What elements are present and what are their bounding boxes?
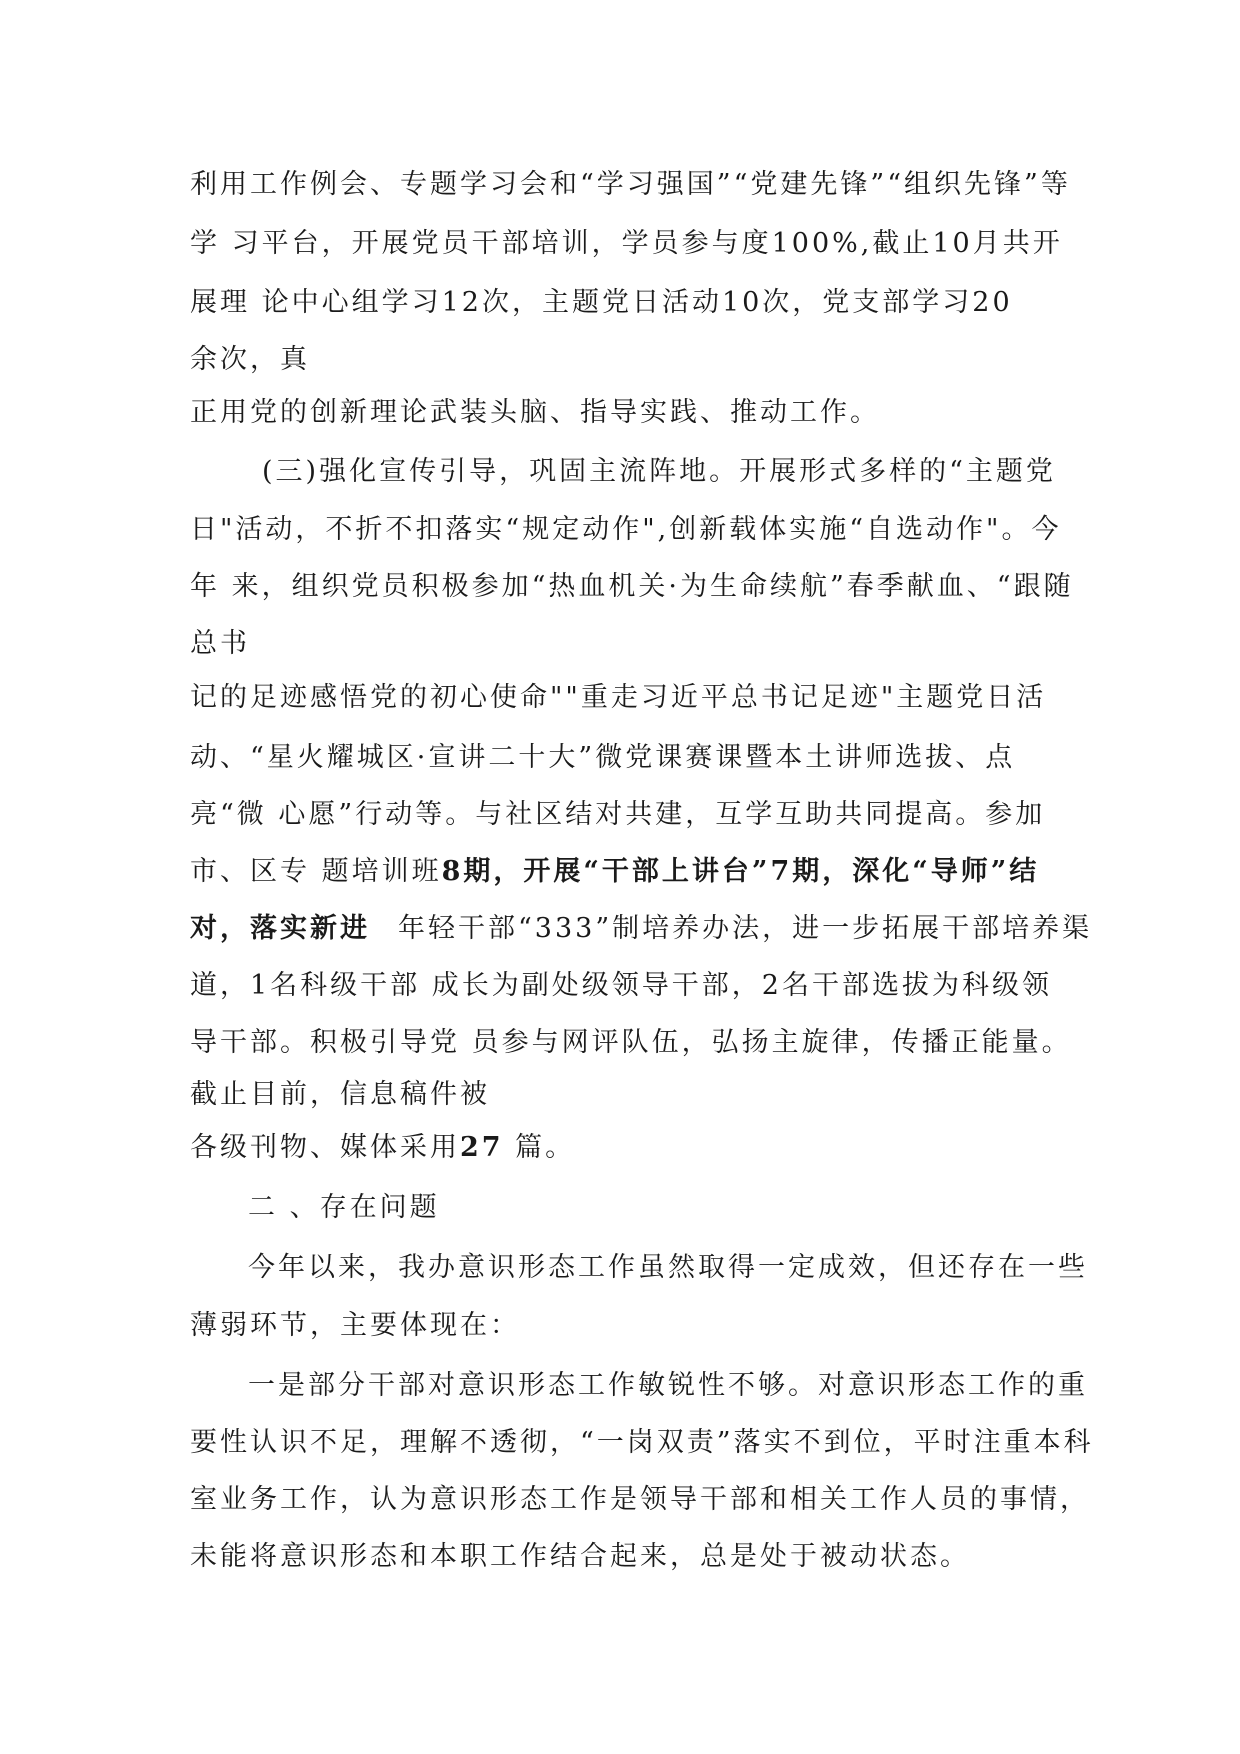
text-segment: 市、区专 题培训班 (190, 856, 442, 887)
text-line: 今年以来，我办意识形态工作虽然取得一定成效，但还存在一些 (248, 1252, 1088, 1283)
text-line: 室业务工作，认为意识形态工作是领导干部和相关工作人员的事情， (190, 1484, 1090, 1515)
text-segment: 各级刊物、媒体采用 (190, 1132, 460, 1163)
text-segment: 年轻干部“333”制培养办法，进一步拓展干部培养渠 (398, 913, 1093, 944)
text-line: 薄弱环节，主要体现在： (190, 1310, 520, 1341)
text-line: 一是部分干部对意识形态工作敏锐性不够。对意识形态工作的重 (248, 1370, 1088, 1401)
text-line: 截止目前，信息稿件被 (190, 1079, 490, 1110)
bold-text-segment: 对，落实新进 (190, 913, 370, 944)
text-line: 年 来，组织党员积极参加“热血机关·为生命续航”春季献血、“跟随 (190, 571, 1074, 602)
text-line: 正用党的创新理论武装头脑、指导实践、推动工作。 (190, 397, 880, 428)
bold-number: 27 (460, 1132, 504, 1163)
text-line: 记的足迹感悟党的初心使命""重走习近平总书记足迹"主题党日活 (190, 682, 1047, 713)
text-line: 道，1名科级干部 成长为副处级领导干部，2名干部选拔为科级领 (190, 970, 1052, 1001)
text-line: 日"活动，不折不扣落实“规定动作",创新载体实施“自选动作"。今 (190, 514, 1062, 545)
text-line (190, 1130, 575, 1166)
text-line (190, 854, 1039, 890)
text-line: 亮“微 心愿”行动等。与社区结对共建，互学互助共同提高。参加 (190, 799, 1046, 830)
bold-text-segment: 8期，开展“干部上讲台”7期，深化“导师”结 (441, 856, 1040, 887)
section-heading-line: (三)强化宣传引导，巩固主流阵地。开展形式多样的“主题党 (262, 456, 1056, 487)
text-line: 动、“星火耀城区·宣讲二十大”微党课赛课暨本土讲师选拔、点 (190, 742, 1016, 773)
text-line: 未能将意识形态和本职工作结合起来，总是处于被动状态。 (190, 1541, 970, 1572)
text-segment: 篇。 (515, 1132, 576, 1163)
text-line: 余次，真 (190, 344, 310, 375)
text-line: 利用工作例会、专题学习会和“学习强国”“党建先锋”“组织先锋”等 (190, 169, 1071, 200)
text-line: 展理 论中心组学习12次，主题党日活动10次，党支部学习20 (190, 287, 1013, 318)
section-heading: 二 、存在问题 (248, 1192, 440, 1223)
text-line: 总书 (190, 628, 250, 659)
text-line: 学 习平台，开展党员干部培训，学员参与度100%,截止10月共开 (190, 228, 1063, 259)
text-line: 要性认识不足，理解不透彻，“一岗双责”落实不到位，平时注重本科 (190, 1427, 1094, 1458)
text-line (190, 911, 1092, 947)
text-line: 导干部。积极引导党 员参与网评队伍，弘扬主旋律，传播正能量。 (190, 1027, 1072, 1058)
